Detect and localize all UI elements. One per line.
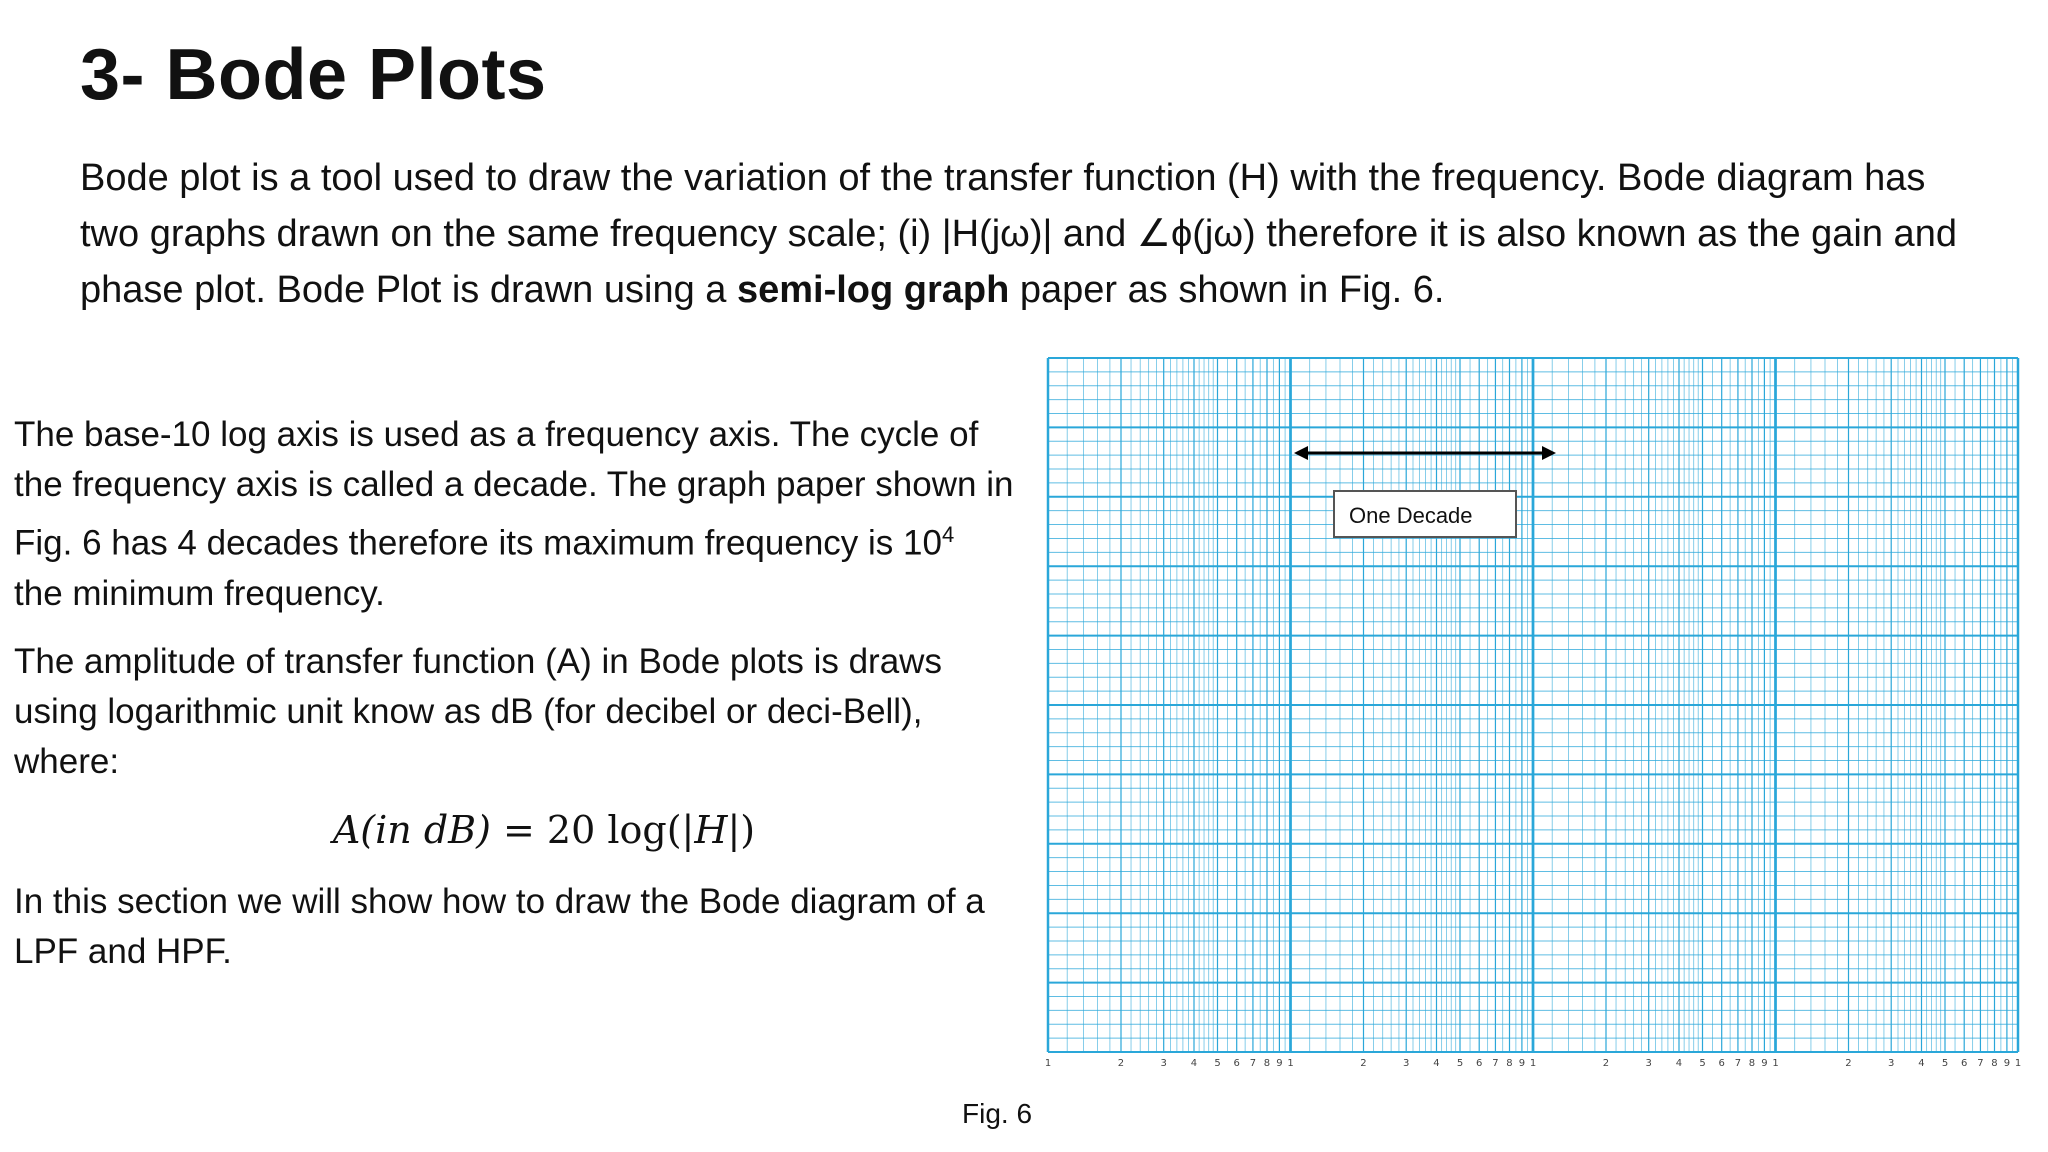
tick-label: 8 bbox=[1748, 1058, 1756, 1069]
tick-label: 1 bbox=[1044, 1058, 1052, 1069]
decade-paragraph bbox=[14, 410, 1034, 619]
decade-text: The base-10 log axis is used as a frequency axis. The cycle of the frequency axis is called a decade. The graph paper shown in Fig. 6 has 4 decades therefore its maximum frequency is 10 bbox=[14, 415, 1014, 563]
db-equation bbox=[14, 805, 1034, 855]
intro-paragraph bbox=[80, 150, 1980, 318]
tick-label: 7 bbox=[1492, 1058, 1499, 1069]
tick-label: 2 bbox=[1602, 1058, 1610, 1069]
figure-caption: Fig. 6 bbox=[962, 1098, 1033, 1129]
tick-label: 4 bbox=[1433, 1058, 1440, 1069]
one-decade-arrow bbox=[1294, 446, 1556, 460]
tick-label: 3 bbox=[1160, 1058, 1167, 1069]
intro-text-part1: Bode plot is a tool used to draw the variation of the transfer function (H) with the frequency. Bode diagram has two graphs drawn on the same frequency scale; (i) |H(jω)| and ∠ϕ(jω) therefore it is also known as the gain and phase plot. Bode Plot is drawn using a bbox=[80, 157, 1957, 311]
tick-label: 4 bbox=[1918, 1058, 1925, 1069]
grid-lines bbox=[1048, 358, 2018, 1052]
tick-label: 5 bbox=[1699, 1058, 1706, 1069]
tick-label: 8 bbox=[1991, 1058, 1998, 1069]
tick-label: 9 bbox=[1518, 1058, 1526, 1069]
tick-label: 9 bbox=[1761, 1058, 1768, 1069]
tick-label: 1 bbox=[1529, 1058, 1537, 1069]
tick-label: 3 bbox=[1645, 1058, 1652, 1069]
tick-label: 7 bbox=[1734, 1058, 1742, 1069]
left-column bbox=[14, 410, 1034, 995]
tick-label: 6 bbox=[1961, 1058, 1968, 1069]
tick-label: 6 bbox=[1233, 1058, 1240, 1069]
tick-label: 9 bbox=[2003, 1058, 2011, 1069]
tick-label: 2 bbox=[1845, 1058, 1852, 1069]
decade-exponent: 4 bbox=[941, 522, 955, 547]
equation-rhs-var: H bbox=[694, 807, 728, 852]
tick-label: 1 bbox=[2014, 1058, 2022, 1069]
tick-label: 1 bbox=[1287, 1058, 1294, 1069]
section-paragraph: In this section we will show how to draw the Bode diagram of a LPF and HPF. bbox=[14, 881, 985, 971]
decade-text-end: the minimum frequency. bbox=[14, 573, 385, 613]
tick-label: 6 bbox=[1718, 1058, 1725, 1069]
semi-log-graph-paper bbox=[1040, 350, 2030, 1070]
tick-label: 7 bbox=[1249, 1058, 1257, 1069]
equation-rhs-prefix: = 20 log(| bbox=[490, 807, 695, 852]
equation-rhs-suffix: |) bbox=[727, 807, 756, 852]
tick-label: 1 bbox=[1772, 1058, 1779, 1069]
tick-label: 5 bbox=[1456, 1058, 1464, 1069]
tick-label: 8 bbox=[1506, 1058, 1513, 1069]
tick-label: 9 bbox=[1276, 1058, 1283, 1069]
tick-label: 6 bbox=[1476, 1058, 1483, 1069]
tick-label: 2 bbox=[1360, 1058, 1367, 1069]
equation-lhs: A(in dB) bbox=[332, 807, 491, 852]
tick-label: 4 bbox=[1190, 1058, 1198, 1069]
slide-title: 3- Bode Plots bbox=[80, 35, 547, 115]
tick-label: 7 bbox=[1977, 1058, 1984, 1069]
frequency-tick-labels bbox=[1045, 1058, 2021, 1069]
tick-label: 3 bbox=[1403, 1058, 1410, 1069]
tick-label: 5 bbox=[1941, 1058, 1949, 1069]
amplitude-paragraph: The amplitude of transfer function (A) in Bode plots is draws using logarithmic unit know as dB (for decibel or deci-Bell), where: bbox=[14, 641, 942, 781]
tick-label: 5 bbox=[1214, 1058, 1221, 1069]
tick-label: 3 bbox=[1888, 1058, 1895, 1069]
tick-label: 4 bbox=[1675, 1058, 1683, 1069]
intro-bold-term: semi-log graph bbox=[736, 269, 1010, 311]
one-decade-label: One Decade bbox=[1333, 490, 1517, 538]
intro-text-part2: paper as shown in Fig. 6. bbox=[1009, 269, 1445, 311]
tick-label: 2 bbox=[1117, 1058, 1125, 1069]
tick-label: 8 bbox=[1263, 1058, 1271, 1069]
